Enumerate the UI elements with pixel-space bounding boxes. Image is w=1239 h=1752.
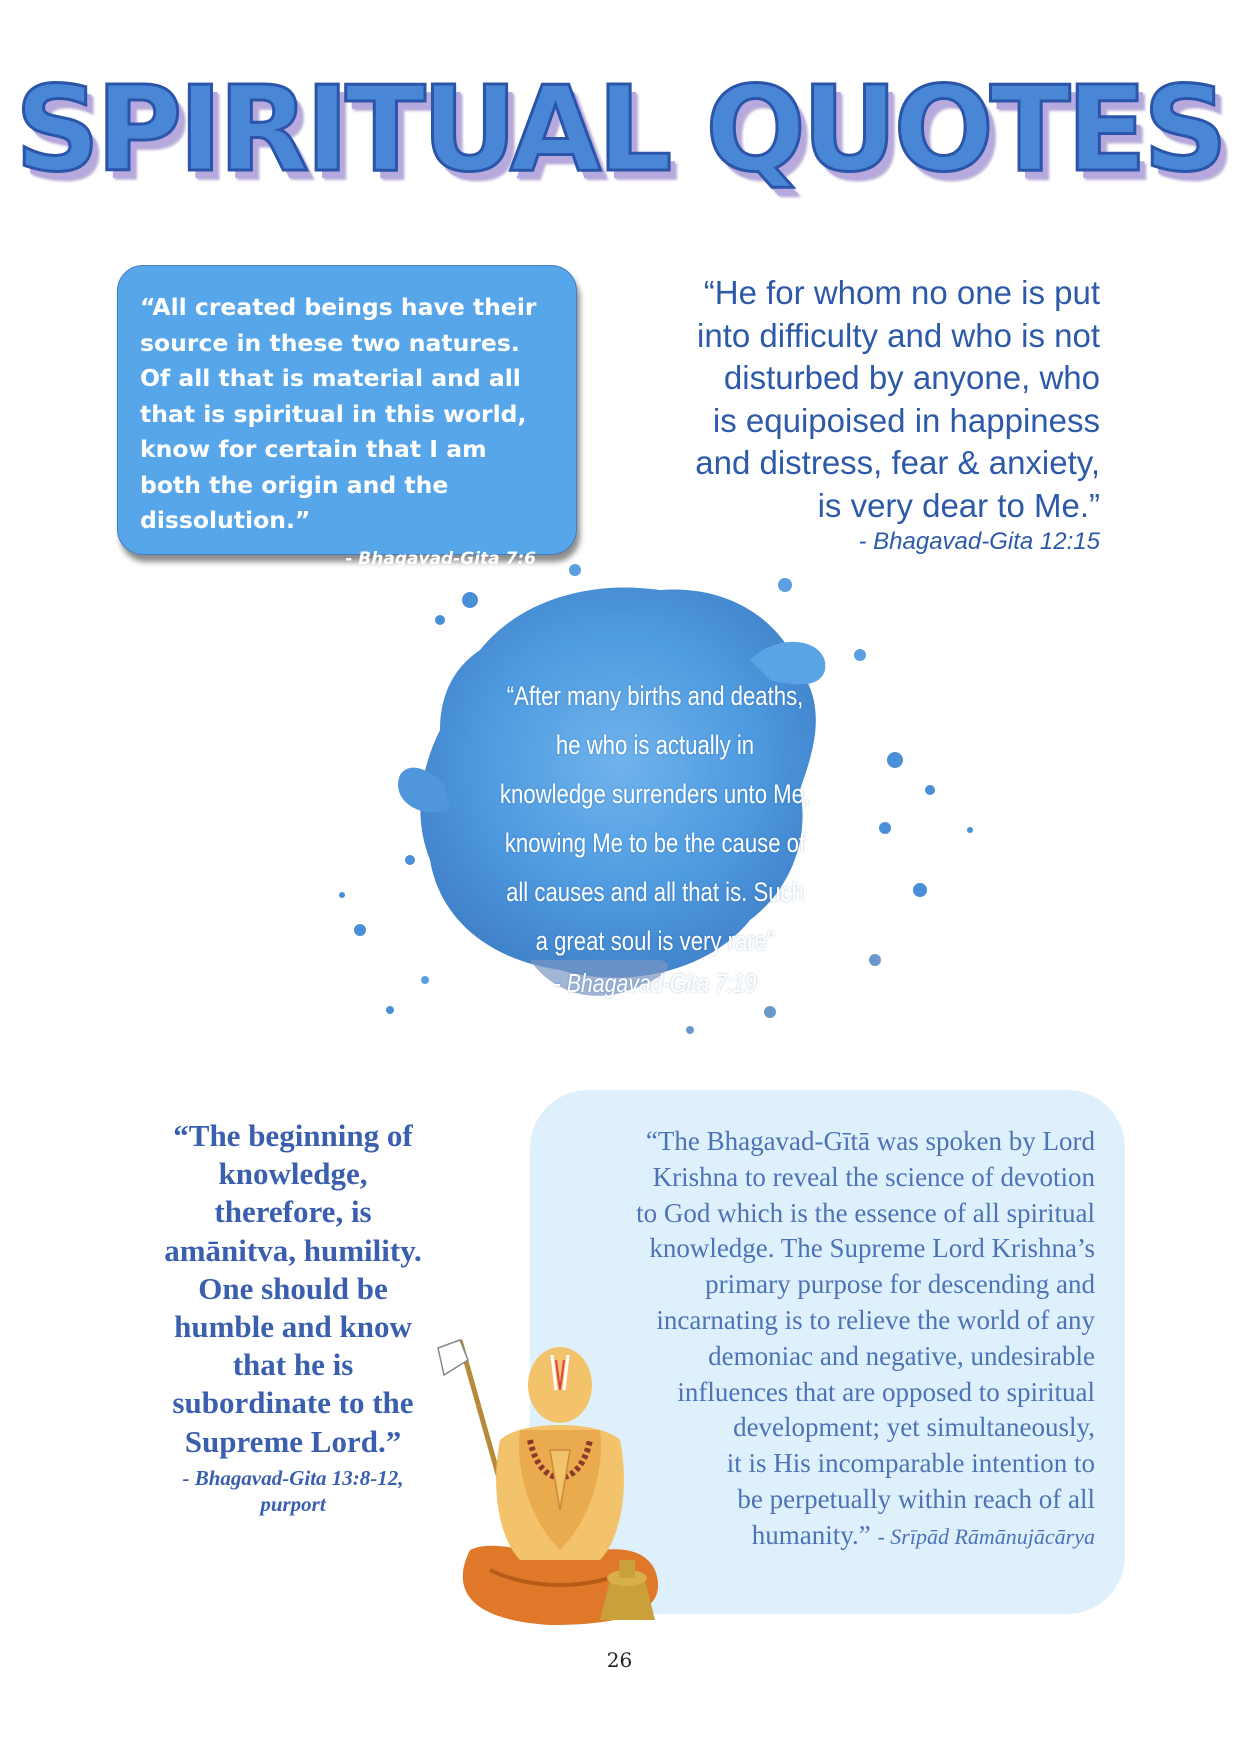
quote-line: knowledge, [218, 1156, 368, 1192]
quote-source: - Bhagavad-Gita 12:15 [858, 528, 1100, 555]
quote-line: development; yet simultaneously, [733, 1412, 1095, 1443]
quote-line: all causes and all that is. Such [506, 877, 804, 907]
quote-gita-12-15 [640, 272, 1100, 557]
quote-line: Krishna to reveal the science of devotion [652, 1161, 1095, 1192]
quote-line: “The Bhagavad-Gītā was spoken by Lord [645, 1126, 1095, 1156]
quote-line: influences that are opposed to spiritual [677, 1376, 1095, 1407]
quote-line: knowledge. The Supreme Lord Krishna’s [649, 1233, 1095, 1264]
quote-line: is very dear to Me.” [817, 486, 1100, 524]
quote-line: knowledge surrenders unto Me, [499, 779, 811, 809]
quote-line: and distress, fear & anxiety, [695, 444, 1100, 481]
quote-line: humble and know [174, 1309, 412, 1345]
quote-source: - Srīpād Rāmānujācārya [877, 1523, 1095, 1549]
quote-line: therefore, is [214, 1194, 372, 1230]
quote-source [128, 1465, 458, 1517]
quote-line: Supreme Lord.” [184, 1423, 402, 1459]
quote-line: disturbed by anyone, who [723, 359, 1100, 396]
quote-line: “After many births and deaths, [506, 681, 804, 711]
quote-line: it is His incomparable intention to [726, 1448, 1095, 1479]
quote-gita-13-8-12 [128, 1117, 458, 1517]
quote-line: be perpetually within reach of all [737, 1483, 1095, 1514]
quote-line: One should be [198, 1270, 388, 1306]
quote-line: demoniac and negative, undesirable [708, 1340, 1095, 1371]
quote-source-line: - Bhagavad-Gita 13:8-12, [182, 1465, 404, 1490]
quote-gita-7-19 [491, 672, 819, 1000]
quote-source: - Bhagavad-Gita 7:19 [553, 968, 757, 998]
ramanujacarya-illustration [430, 1320, 690, 1640]
quote-line: incarnating is to relieve the world of any [656, 1304, 1095, 1335]
quote-line: “He for whom no one is put [703, 274, 1100, 311]
quote-line: a great soul is very rare” [535, 926, 775, 956]
quote-line: into difficulty and who is not [697, 316, 1100, 354]
quote-line: amānitva, humility. [164, 1232, 422, 1268]
page-title: SPIRITUAL QUOTES [15, 60, 1224, 198]
quote-box-gita-7-6 [117, 265, 577, 569]
quote-line: humanity.” [751, 1519, 871, 1550]
quote-line: subordinate to the [172, 1385, 414, 1421]
quote-line: “The beginning of [173, 1118, 413, 1153]
quote-line: he who is actually in [555, 730, 755, 760]
quote-line: primary purpose for descending and [705, 1269, 1095, 1300]
quote-line: that he is [232, 1347, 354, 1383]
quote-source: - Bhagavad-Gita 7:6 [345, 548, 536, 569]
quote-source-line: purport [260, 1491, 326, 1516]
quote-line: is equipoised in happiness [712, 401, 1100, 439]
quote-line: to God which is the essence of all spiritual [636, 1197, 1095, 1228]
quote-line: knowing Me to be the cause of [504, 828, 806, 858]
page-number: 26 [606, 1648, 633, 1672]
quote-text: “All created beings have their source in these two natures. Of all that is material and all that is spiritual in this world, know for certain that I am both the origin and the dissolution.” [140, 293, 537, 534]
